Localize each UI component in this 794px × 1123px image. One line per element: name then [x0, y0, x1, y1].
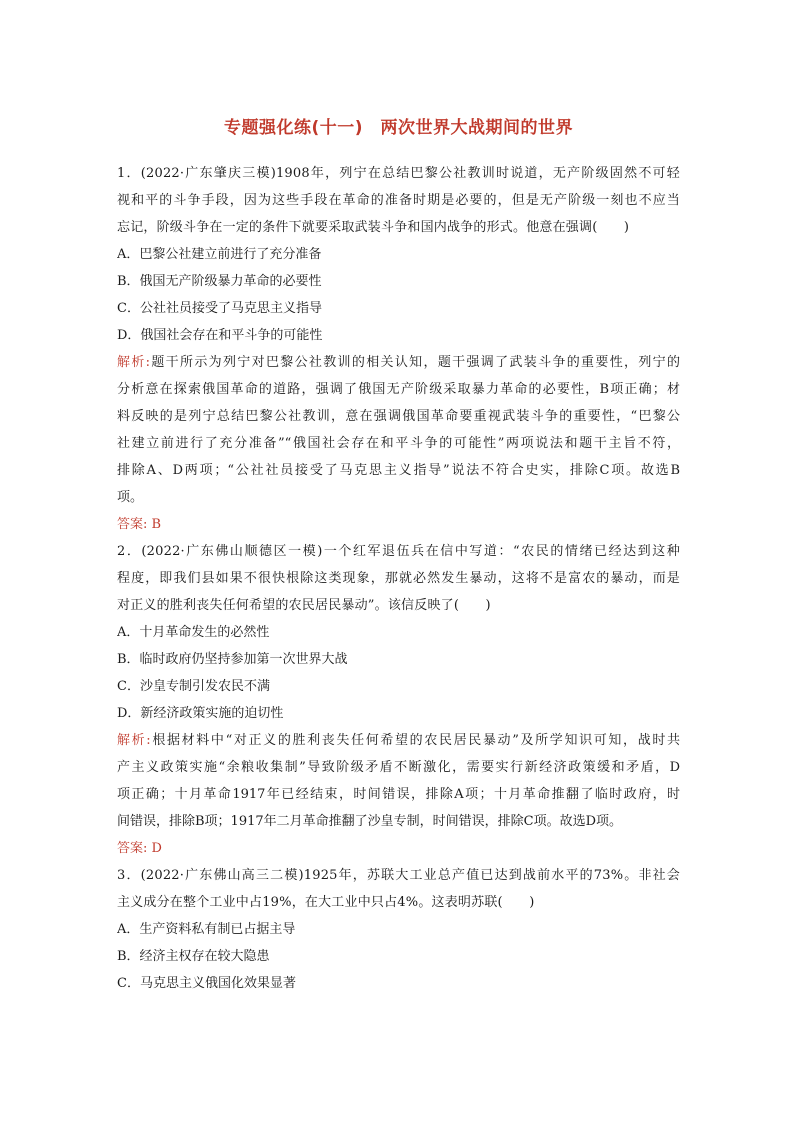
analysis-line: 社建立前进行了充分准备”“俄国社会存在和平斗争的可能性”两项说法和题干主旨不符， — [117, 436, 680, 451]
option-c: C．公社社员接受了马克思主义指导 — [117, 301, 322, 316]
analysis-line: 产主义政策实施“余粮收集制”导致阶级矛盾不断激化，需要实行新经济政策缓和矛盾，D — [117, 760, 680, 775]
option-a: A．十月革命发生的必然性 — [117, 625, 270, 640]
option-b: B．俄国无产阶级暴力革命的必要性 — [117, 274, 322, 289]
answer-label: 答案: — [117, 841, 148, 856]
page-title: 专题强化练(十一) 两次世界大战期间的世界 — [223, 118, 574, 138]
option-d: D．俄国社会存在和平斗争的可能性 — [117, 328, 323, 343]
question-2 — [117, 538, 680, 862]
option-c: C．马克思主义俄国化效果显著 — [117, 976, 296, 991]
analysis-line: 项正确；十月革命1917年已经结束，时间错误，排除A项；十月革命推翻了临时政府，时 — [117, 787, 680, 802]
option-c: C．沙皇专制引发农民不满 — [117, 679, 270, 694]
question-list — [117, 160, 680, 997]
analysis-label: 解析: — [117, 355, 151, 370]
question-stem-line: 3．(2022·广东佛山高三二模)1925年，苏联大工业总产值已达到战前水平的73%。非社会 — [117, 868, 680, 883]
answer-value: B — [151, 517, 162, 532]
answer-line — [117, 835, 680, 862]
analysis-line — [117, 349, 680, 376]
question-1 — [117, 160, 680, 538]
analysis-line: 间错误，排除B项；1917年二月革命推翻了沙皇专制，时间错误，排除C项。故选D项。 — [117, 814, 623, 829]
question-stem-line: 主义成分在整个工业中占19%，在大工业中只占4%。这表明苏联( ) — [117, 895, 535, 910]
question-stem-line: 忘记，阶级斗争在一定的条件下就要采取武装斗争和国内战争的形式。他意在强调( ) — [117, 220, 630, 235]
analysis-label: 解析: — [117, 733, 151, 748]
analysis-text: 题干所示为列宁对巴黎公社教训的相关认知，题干强调了武装斗争的重要性，列宁的 — [150, 355, 680, 370]
analysis-text: 根据材料中“对正义的胜利丧失任何希望的农民居民暴动”及所学知识可知，战时共 — [150, 733, 680, 748]
analysis-line: 项。 — [117, 490, 144, 505]
option-b: B．经济主权存在较大隐患 — [117, 949, 270, 964]
analysis-line: 排除A、D两项；“公社社员接受了马克思主义指导”说法不符合史实，排除C项。故选B — [117, 463, 680, 478]
question-3 — [117, 862, 680, 997]
question-stem-line: 2．(2022·广东佛山顺德区一模)一个红军退伍兵在信中写道：“农民的情绪已经达到这种 — [117, 544, 680, 559]
answer-label: 答案: — [117, 517, 148, 532]
question-stem-line: 程度，即我们县如果不很快根除这类现象，那就必然发生暴动，这将不是富农的暴动，而是 — [117, 571, 680, 586]
answer-line — [117, 511, 680, 538]
option-b: B．临时政府仍坚持参加第一次世界大战 — [117, 652, 348, 667]
question-stem-line: 对正义的胜利丧失任何希望的农民居民暴动”。该信反映了( ) — [117, 598, 491, 613]
analysis-line — [117, 727, 680, 754]
option-a: A．生产资料私有制已占据主导 — [117, 922, 296, 937]
analysis-line: 分析意在探索俄国革命的道路，强调了俄国无产阶级采取暴力革命的必要性，B项正确；材 — [117, 382, 680, 397]
question-stem-line: 视和平的斗争手段，因为这些手段在革命的准备时期是必要的，但是无产阶级一刻也不应当 — [117, 193, 680, 208]
option-a: A．巴黎公社建立前进行了充分准备 — [117, 247, 322, 262]
analysis-line: 料反映的是列宁总结巴黎公社教训，意在强调俄国革命要重视武装斗争的重要性，“巴黎公 — [117, 409, 680, 424]
question-stem-line: 1．(2022·广东肇庆三模)1908年，列宁在总结巴黎公社教训时说道，无产阶级固然不可轻 — [117, 166, 680, 181]
answer-value: D — [151, 841, 162, 856]
option-d: D．新经济政策实施的迫切性 — [117, 706, 284, 721]
